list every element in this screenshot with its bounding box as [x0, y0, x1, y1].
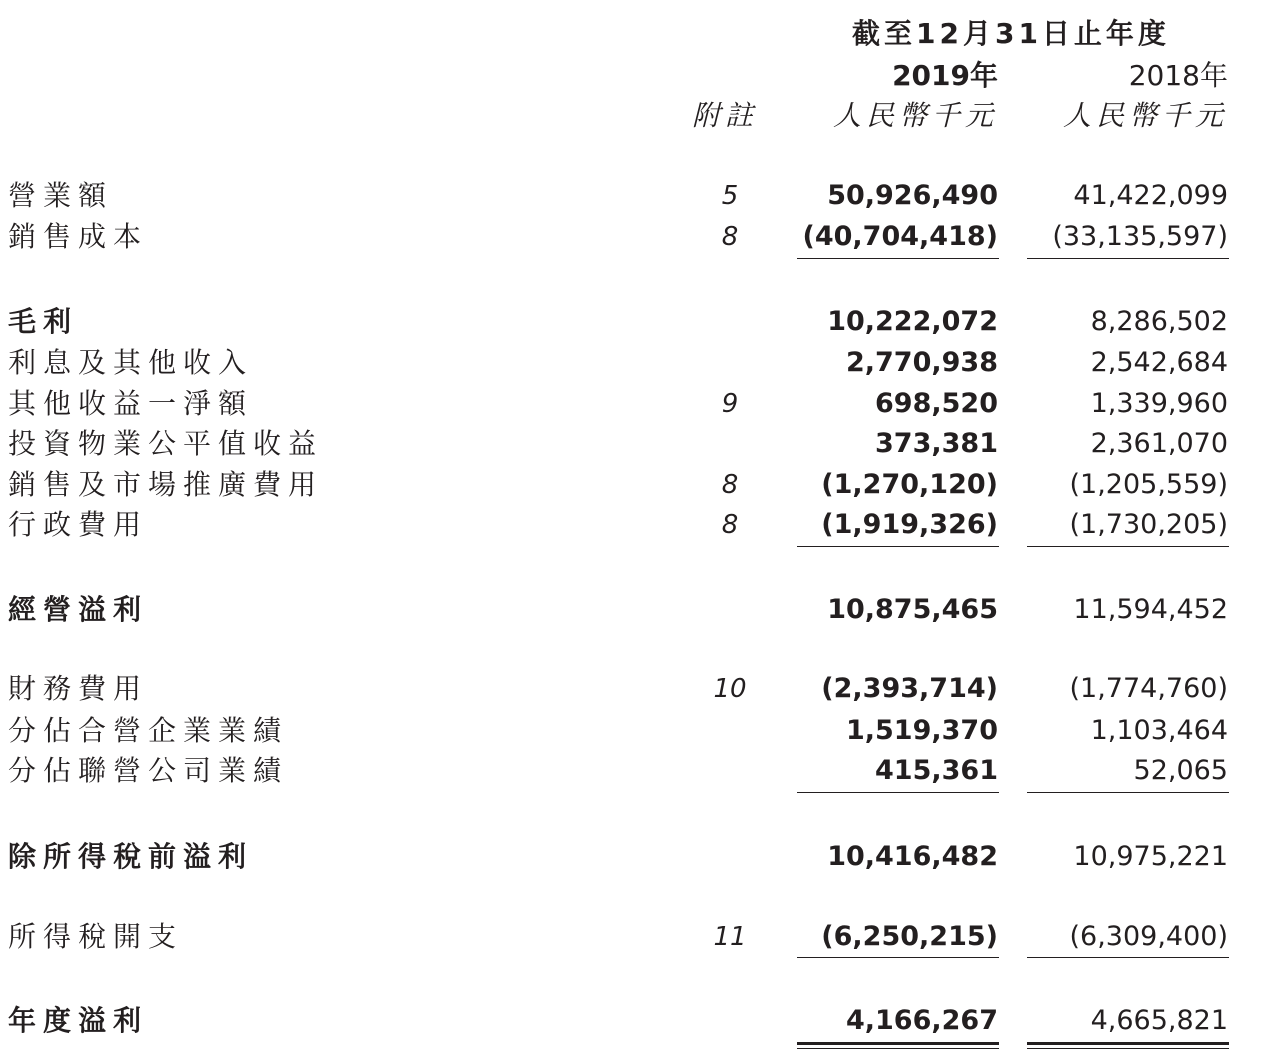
row-label: 銷售及市場推廣費用: [8, 468, 324, 501]
value-2018: 8,286,502: [1090, 306, 1228, 337]
value-2018: 2,542,684: [1090, 347, 1228, 378]
value-2018: 1,339,960: [1090, 388, 1228, 419]
value-2019: (2,393,714): [821, 673, 998, 704]
row-note: 9: [721, 389, 739, 419]
value-2018: 2,361,070: [1090, 428, 1228, 459]
column-year-2019: 2019年: [892, 59, 998, 92]
value-2019: 698,520: [875, 388, 998, 419]
value-2018: (1,205,559): [1069, 469, 1228, 500]
value-2019: 373,381: [875, 428, 998, 459]
value-2018: 1,103,464: [1090, 715, 1228, 746]
table-row-income-tax: [0, 917, 1286, 957]
row-label: 經營溢利: [8, 593, 149, 626]
total-double-rule-bottom: [1027, 1048, 1229, 1049]
row-note: 8: [721, 222, 739, 252]
value-2019: 1,519,370: [845, 715, 998, 746]
subtotal-rule: [797, 792, 999, 793]
row-label: 營業額: [8, 179, 114, 212]
value-2018: 4,665,821: [1090, 1005, 1228, 1036]
value-2018: 52,065: [1133, 755, 1228, 786]
value-2019: 50,926,490: [827, 180, 998, 211]
table-row-profit-before-tax: [0, 837, 1286, 877]
subtotal-rule: [1027, 792, 1229, 793]
row-label: 其他收益一淨額: [8, 387, 254, 420]
table-row-operating-profit: [0, 590, 1286, 630]
subtotal-rule: [797, 546, 999, 547]
row-label: 所得稅開支: [8, 920, 184, 953]
value-2018: (1,774,760): [1069, 673, 1228, 704]
table-row-cost-of-sales: [0, 217, 1286, 257]
row-label: 年度溢利: [8, 1004, 149, 1037]
row-label: 投資物業公平值收益: [8, 427, 324, 460]
table-row-admin-expenses: [0, 505, 1286, 545]
value-2018: 11,594,452: [1073, 594, 1228, 625]
row-label: 行政費用: [8, 508, 149, 541]
value-2019: 2,770,938: [845, 347, 998, 378]
row-label: 財務費用: [8, 672, 149, 705]
value-2019: 4,166,267: [845, 1005, 998, 1036]
subtotal-rule: [1027, 258, 1229, 259]
unit-2018: 人民幣千元: [1062, 99, 1228, 132]
value-2019: (40,704,418): [802, 221, 998, 252]
value-2018: 10,975,221: [1073, 841, 1228, 872]
row-label: 除所得稅前溢利: [8, 840, 254, 873]
table-row-finance-costs: [0, 669, 1286, 709]
value-2019: (1,919,326): [821, 509, 998, 540]
value-2018: (6,309,400): [1069, 921, 1228, 952]
row-note: 11: [713, 922, 747, 952]
total-double-rule-top: [1027, 1042, 1229, 1045]
subtotal-rule: [797, 957, 999, 958]
note-column-header: 附註: [692, 99, 759, 132]
table-row-other-gains: [0, 384, 1286, 424]
subtotal-rule: [797, 258, 999, 259]
column-year-2018: 2018年: [1128, 59, 1228, 92]
value-2019: 10,416,482: [827, 841, 998, 872]
value-2019: (6,250,215): [821, 921, 998, 952]
subtotal-rule: [1027, 546, 1229, 547]
value-2019: 415,361: [875, 755, 998, 786]
row-label: 利息及其他收入: [8, 346, 254, 379]
period-heading: 截至12月31日止年度: [852, 17, 1170, 50]
row-label: 銷售成本: [8, 220, 149, 253]
table-row-revenue: [0, 176, 1286, 216]
row-label: 分佔聯營公司業績: [8, 754, 289, 787]
table-row-selling-expenses: [0, 465, 1286, 505]
total-double-rule-top: [797, 1042, 999, 1045]
unit-2019: 人民幣千元: [832, 99, 998, 132]
value-2018: (33,135,597): [1052, 221, 1228, 252]
table-row-profit-for-year: [0, 1001, 1286, 1041]
total-double-rule-bottom: [797, 1048, 999, 1049]
value-2018: (1,730,205): [1069, 509, 1228, 540]
table-row-associates: [0, 751, 1286, 791]
row-label: 分佔合營企業業績: [8, 714, 289, 747]
table-row-gross-profit: [0, 302, 1286, 342]
value-2019: 10,875,465: [827, 594, 998, 625]
table-row-fair-value-gains: [0, 424, 1286, 464]
value-2018: 41,422,099: [1073, 180, 1228, 211]
value-2019: 10,222,072: [827, 306, 998, 337]
row-label: 毛利: [8, 305, 79, 338]
table-row-interest-income: [0, 343, 1286, 383]
row-note: 8: [721, 510, 739, 540]
value-2019: (1,270,120): [821, 469, 998, 500]
row-note: 10: [713, 674, 747, 704]
row-note: 8: [721, 470, 739, 500]
table-row-joint-ventures: [0, 711, 1286, 751]
subtotal-rule: [1027, 957, 1229, 958]
row-note: 5: [721, 181, 739, 211]
